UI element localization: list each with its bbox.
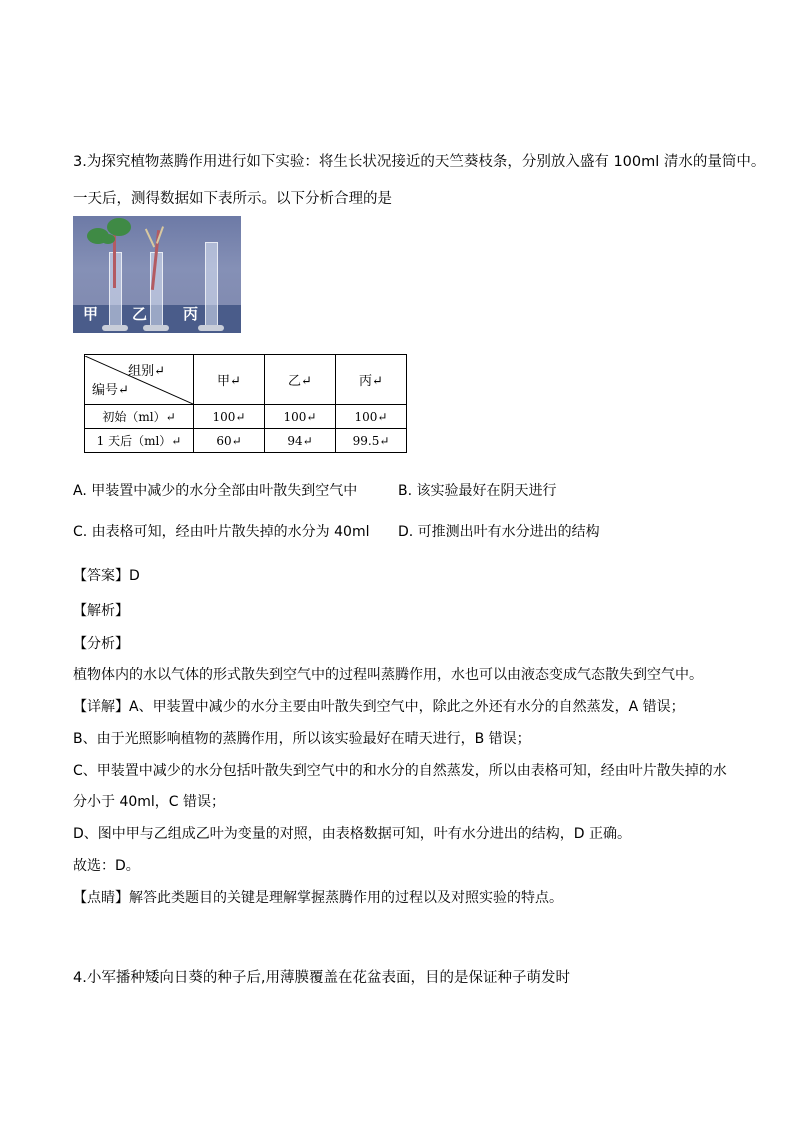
cylinder-bing	[205, 242, 218, 327]
option-b: B. 该实验最好在阴天进行	[398, 483, 557, 499]
detail-choice: 故选：D。	[73, 858, 140, 874]
table-cell: 100↵	[265, 405, 336, 429]
table-cell: 94↵	[265, 429, 336, 453]
photo-label-yi: 乙	[132, 305, 148, 323]
row-label-initial: 初始（ml）↵	[85, 405, 194, 429]
row-label-one-day: 1 天后（ml）↵	[85, 429, 194, 453]
option-d: D. 可推测出叶有水分进出的结构	[398, 524, 600, 540]
photo-label-jia: 甲	[83, 305, 99, 323]
detail-line-d: D、图中甲与乙组成乙叶为变量的对照，由表格数据可知，叶有水分进出的结构，D 正确。	[73, 826, 632, 842]
table-cell: 100↵	[194, 405, 265, 429]
fenxi-tag: 【分析】	[73, 636, 129, 652]
fenxi-text: 植物体内的水以气体的形式散失到空气中的过程叫蒸腾作用，水也可以由液态变成气态散失到空气中。	[73, 667, 703, 683]
option-a: A. 甲装置中减少的水分全部由叶散失到空气中	[73, 483, 358, 499]
detail-tag: 【详解】	[73, 699, 129, 715]
table-row	[85, 405, 407, 429]
dianjing-line	[73, 887, 563, 907]
question3-line2: 一天后，测得数据如下表所示。以下分析合理的是	[73, 191, 392, 207]
dianjing-tag: 【点睛】	[73, 890, 129, 906]
option-c: C. 由表格可知，经由叶片散失掉的水分为 40ml	[73, 524, 370, 540]
column-header-bing: 丙↵	[336, 355, 407, 405]
table-corner-header	[85, 355, 194, 405]
answer-tag: 【答案】	[73, 568, 129, 584]
table-cell: 60↵	[194, 429, 265, 453]
photo-label-bing: 丙	[183, 305, 199, 323]
column-header-jia: 甲↵	[194, 355, 265, 405]
header-group-label: 组别↵	[128, 363, 165, 379]
experiment-photo	[73, 216, 241, 333]
column-header-yi: 乙↵	[265, 355, 336, 405]
detail-line-a	[73, 696, 685, 716]
detail-a-text: A、甲装置中减少的水分主要由叶散失到空气中，除此之外还有水分的自然蒸发，A 错误；	[129, 699, 685, 715]
table-row	[85, 429, 407, 453]
table-cell: 100↵	[336, 405, 407, 429]
question3-line1: 3.为探究植物蒸腾作用进行如下实验：将生长状况接近的天竺葵枝条，分别放入盛有 100ml 清水的量筒中。	[73, 154, 766, 170]
detail-line-b: B、由于光照影响植物的蒸腾作用，所以该实验最好在晴天进行，B 错误；	[73, 731, 531, 747]
detail-line-c1: C、甲装置中减少的水分包括叶散失到空气中的和水分的自然蒸发，所以由表格可知，经由叶片散失掉的水	[73, 763, 727, 779]
dianjing-text: 解答此类题目的关键是理解掌握蒸腾作用的过程以及对照实验的特点。	[129, 890, 563, 906]
table-cell: 99.5↵	[336, 429, 407, 453]
question4-line1: 4.小军播种矮向日葵的种子后,用薄膜覆盖在花盆表面，目的是保证种子萌发时	[73, 970, 570, 986]
header-number-label: 编号↵	[92, 382, 129, 398]
detail-line-c2: 分小于 40ml，C 错误；	[73, 794, 226, 810]
data-table	[84, 354, 407, 453]
analysis-tag: 【解析】	[73, 603, 129, 619]
answer-value: D	[129, 568, 140, 584]
answer-line	[73, 565, 140, 585]
